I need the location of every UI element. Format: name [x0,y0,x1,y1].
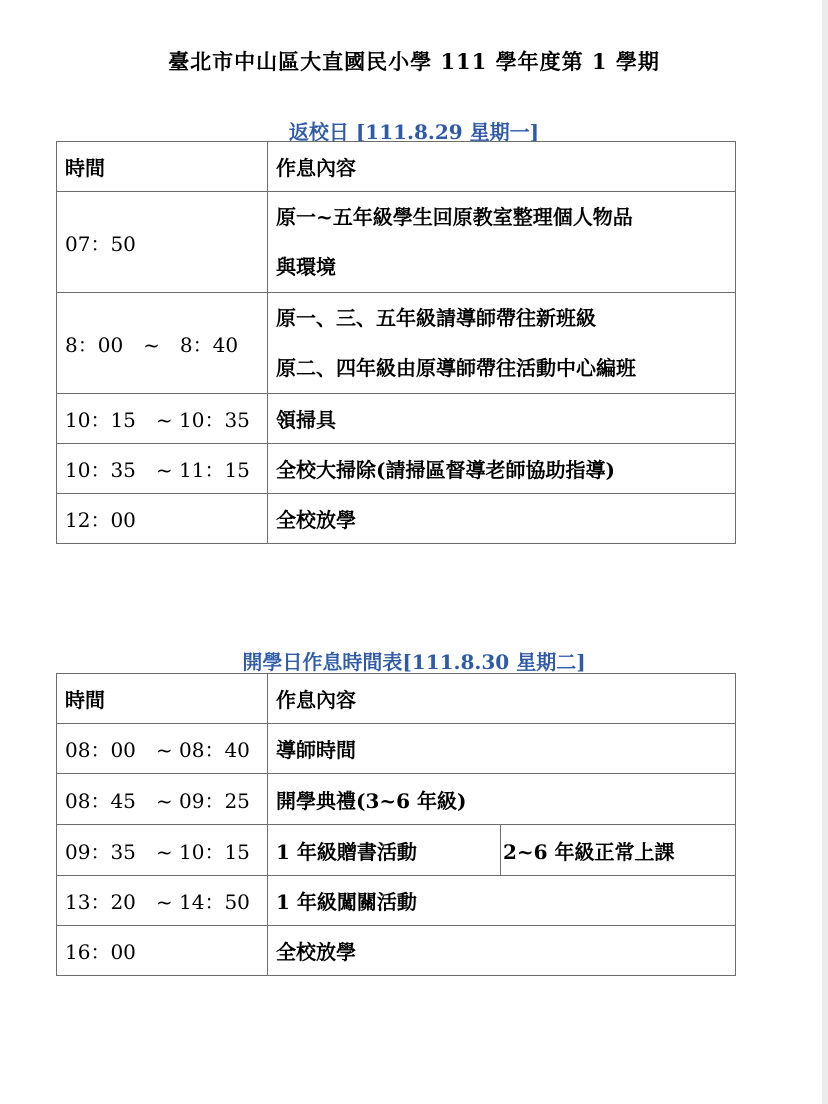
table-row [57,293,736,394]
time-cell: 8：00 ~ 8：40 [57,293,268,394]
table-row [57,724,736,774]
table-row [57,192,736,293]
content-cell-secondary: 2~6 年級正常上課 [501,825,736,876]
return-day-title: 返校日 [111.8.29 星期一] [288,120,540,144]
table-header-row [57,142,736,192]
table-row [57,494,736,544]
time-cell: 09：35 ~ 10：15 [57,825,268,876]
table-row [57,926,736,976]
header-content: 作息內容 [268,142,736,192]
time-cell: 12：00 [57,494,268,544]
first-day-table [56,673,736,976]
time-cell: 10：35 ~ 11：15 [57,444,268,494]
table-header-row [57,674,736,724]
table-row [57,394,736,444]
header-time: 時間 [57,674,268,724]
content-cell [268,293,736,394]
content-cell: 1 年級闖關活動 [268,876,736,926]
time-cell: 13：20 ~ 14：50 [57,876,268,926]
content-line: 原二、四年級由原導師帶往活動中心編班 [276,356,636,380]
time-cell: 08：00 ~ 08：40 [57,724,268,774]
return-day-table [56,141,736,544]
content-line: 原一、三、五年級請導師帶往新班級 [276,306,596,330]
time-cell: 10：15 ~ 10：35 [57,394,268,444]
document-title: 臺北市中山區大直國民小學 111 學年度第 1 學期 [168,49,660,74]
header-time: 時間 [57,142,268,192]
table-row [57,774,736,825]
content-cell: 開學典禮(3~6 年級) [268,774,736,825]
time-cell: 07：50 [57,192,268,293]
content-cell: 全校大掃除(請掃區督導老師協助指導) [268,444,736,494]
content-line: 與環境 [276,255,336,279]
content-line: 原一~五年級學生回原教室整理個人物品 [276,205,633,229]
content-cell: 全校放學 [268,926,736,976]
first-day-title: 開學日作息時間表[111.8.30 星期二] [242,650,586,674]
table-row [57,876,736,926]
viewer-background [822,0,828,1104]
content-cell: 領掃具 [268,394,736,444]
content-cell: 全校放學 [268,494,736,544]
table-row [57,825,736,876]
time-cell: 16：00 [57,926,268,976]
table-row [57,444,736,494]
content-cell: 導師時間 [268,724,736,774]
content-cell: 1 年級贈書活動 [268,825,501,876]
content-cell [268,192,736,293]
time-cell: 08：45 ~ 09：25 [57,774,268,825]
header-content: 作息內容 [268,674,736,724]
